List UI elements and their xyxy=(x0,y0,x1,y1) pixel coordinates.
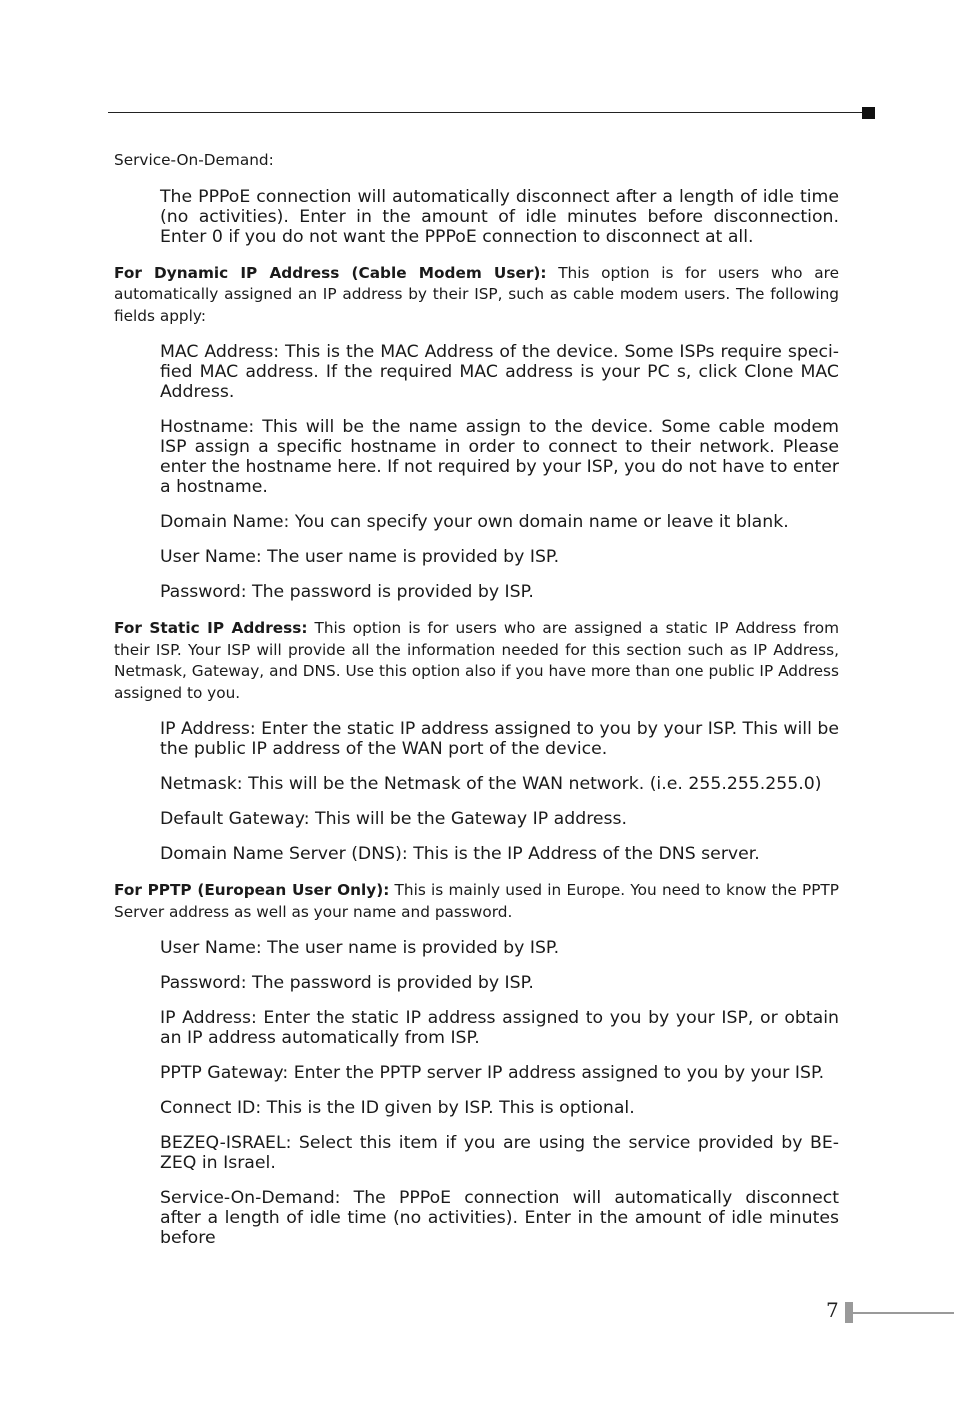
item-bezeq-israel: BEZEQ-ISRAEL: Select this item if you are using the service provided by BE-ZEQ in Israel. xyxy=(160,1133,839,1173)
item-mac-address: MAC Address: This is the MAC Address of the device. Some ISPs require speci-fied MAC address. If the required MAC address is your PC s, click Clone MAC Address. xyxy=(160,342,839,402)
item-domain-name: Domain Name: You can specify your own domain name or leave it blank. xyxy=(160,512,789,532)
section-text: This option is for users who are automatically assigned an IP address by their ISP, such as cable modem users. The following fields apply: xyxy=(114,263,839,325)
paragraph-service-on-demand: The PPPoE connection will automatically disconnect after a length of idle time (no activities). Enter in the amount of idle minutes before disconnection. Enter 0 if you do not want the PPPoE connection to disconnect at all. xyxy=(160,186,839,247)
item-password: Password: The password is provided by ISP. xyxy=(160,582,534,602)
page-content xyxy=(114,150,839,1248)
page-number: 7 xyxy=(826,1298,839,1322)
section-heading: For PPTP (European User Only): xyxy=(114,881,390,899)
section-heading: For Static IP Address: xyxy=(114,619,308,637)
item-pptp-service-on-demand: Service-On-Demand: The PPPoE connection will automatically disconnect after a length of idle time (no activities). Enter in the amount of idle minutes before xyxy=(160,1188,839,1248)
section-text: This option is for users who are assigned a static IP Address from their ISP. Your ISP will provide all the information needed for this section such as IP Address, Netmask, Gateway, and DNS. Use this option also if you have more than one public IP Address assigned to you. xyxy=(114,619,839,702)
item-user-name: User Name: The user name is provided by ISP. xyxy=(160,547,560,567)
footer-rule xyxy=(853,1312,954,1314)
header-rule xyxy=(108,112,864,113)
section-dynamic-ip xyxy=(114,263,839,328)
section-pptp xyxy=(114,880,839,923)
footer-bar-marker xyxy=(845,1302,853,1323)
item-connect-id: Connect ID: This is the ID given by ISP. This is optional. xyxy=(160,1098,635,1118)
item-pptp-user-name: User Name: The user name is provided by ISP. xyxy=(160,938,560,958)
item-pptp-password: Password: The password is provided by ISP. xyxy=(160,973,534,993)
header-square-marker xyxy=(862,107,875,119)
subheading-service-on-demand: Service-On-Demand: xyxy=(114,151,274,169)
item-pptp-gateway: PPTP Gateway: Enter the PPTP server IP address assigned to you by your ISP. xyxy=(160,1063,825,1083)
item-dns: Domain Name Server (DNS): This is the IP Address of the DNS server. xyxy=(160,844,760,864)
item-pptp-ip-address: IP Address: Enter the static IP address assigned to you by your ISP, or obtain an IP address automatically from ISP. xyxy=(160,1008,839,1048)
item-default-gateway: Default Gateway: This will be the Gateway IP address. xyxy=(160,809,628,829)
item-hostname: Hostname: This will be the name assign to the device. Some cable modem ISP assign a specific hostname in order to connect to their network. Please enter the hostname here. If not required by your ISP, you do not have to enter a hostname. xyxy=(160,417,839,497)
item-netmask: Netmask: This will be the Netmask of the WAN network. (i.e. 255.255.255.0) xyxy=(160,774,822,794)
section-heading: For Dynamic IP Address (Cable Modem User): xyxy=(114,263,547,282)
item-ip-address: IP Address: Enter the static IP address assigned to you by your ISP. This will be the public IP address of the WAN port of the device. xyxy=(160,719,839,759)
section-text: This is mainly used in Europe. You need to know the PPTP Server address as well as your name and password. xyxy=(114,881,839,921)
section-static-ip xyxy=(114,618,839,704)
